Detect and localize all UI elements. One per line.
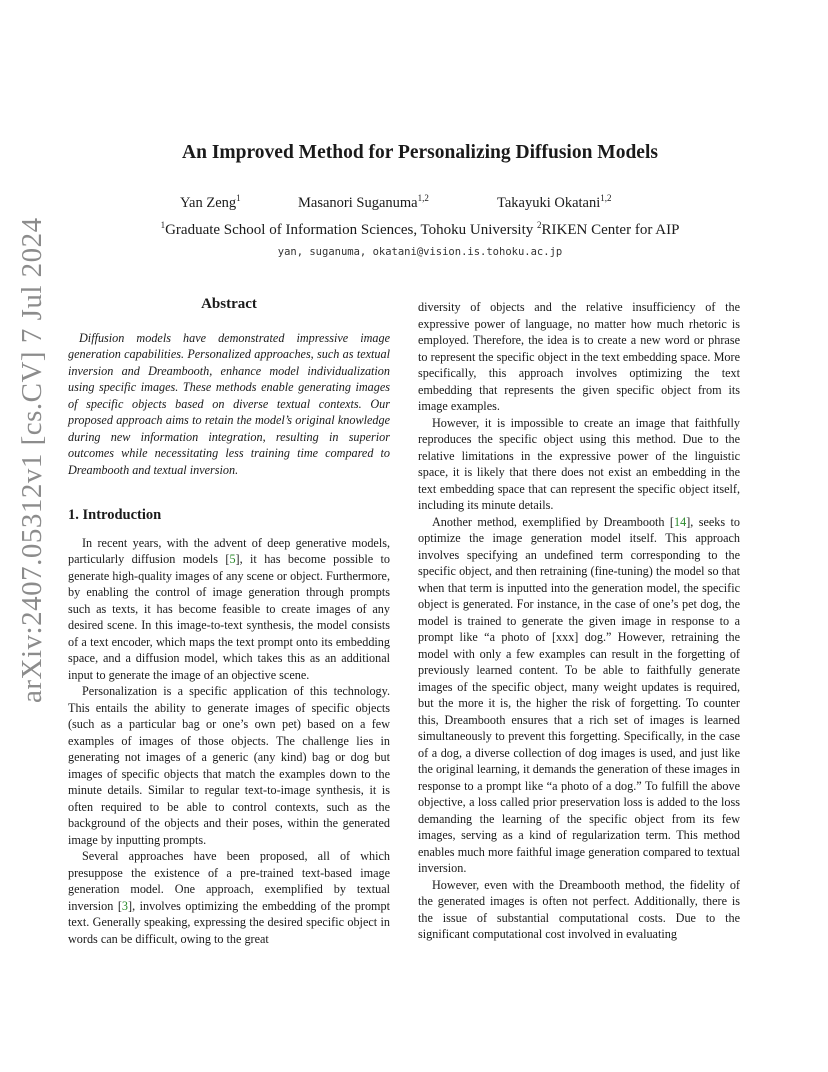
author-1 — [180, 195, 241, 212]
affil-mark-2: 2 — [537, 220, 542, 230]
paragraph-text: ], seeks to optimize the image generation model itself. This approach involves specifying an undefined term corresponding to the specific object, and then retraining (fine-tuning) the model so that when that term is inputted into the generation model, the specific object is generated. For instance, in the case of one’s pet dog, the model is trained to generate the given image in response to a prompt like “a photo of [xxx] dog.” However, retraining the model with only a few examples can result in the forgetting of previously learned content. To be able to faithfully generate images of the specific object, many weight updates is required, but the more it is, the higher the risk of forgetting. To counter this, Dreambooth ensures that a rich set of images is learned simultaneously to prevent this forgetting. Specifically, in the case of a dog, a diverse collection of dog images is used, and just like the original learning, it demands the generation of these images in response to a prompt like “a photo of a dog.” To fulfill the above objective, a loss called prior preservation loss is added to the loss demanding the learning of the specific object from its few images, serving as a kind of regularization term. This method enables much more faithful image generation compared to textual inversion. — [418, 514, 741, 875]
affiliation-1: Graduate School of Information Sciences, Tohoku University — [165, 222, 538, 238]
intro-paragraph-6: However, even with the Dreambooth method, the fidelity of the generated images is often not perfect. Additionally, there is the issue of substantial computational costs. Due to the significant computational cost involved in evaluating — [418, 877, 740, 941]
abstract-heading: Abstract — [201, 296, 257, 312]
section-heading-introduction: 1. Introduction — [68, 507, 162, 523]
author-3 — [497, 195, 612, 212]
paper-title: An Improved Method for Personalizing Diffusion Models — [182, 142, 658, 163]
intro-paragraph-3-continued: diversity of objects and the relative insufficiency of the expressive power of language, no matter how much rhetoric is employed. Therefore, the idea is to create a new word or phrase to represent the specific object in the text embedding space. More specifically, this approach involves optimizing the text embedding that represents the given specific object from its image examples. — [418, 300, 740, 413]
author-list — [0, 195, 828, 215]
citation-link[interactable]: 14 — [674, 514, 687, 529]
intro-paragraph-1 — [68, 535, 390, 684]
author-name: Yan Zeng — [180, 195, 237, 211]
arxiv-watermark-text: arXiv:2407.05312v1 [cs.CV] 7 Jul 2024 — [16, 217, 48, 703]
intro-paragraph-3 — [68, 848, 390, 947]
author-2 — [298, 195, 429, 212]
citation-link[interactable]: 3 — [121, 898, 129, 913]
arxiv-watermark — [14, 217, 48, 703]
affil-mark-1: 1 — [160, 220, 166, 230]
author-affil-mark: 1,2 — [600, 193, 612, 204]
paragraph-text: In recent years, with the advent of deep generative models, particularly diffusion models [ — [68, 535, 390, 566]
intro-paragraph-5 — [418, 514, 740, 877]
author-affil-mark: 1,2 — [417, 193, 429, 204]
paragraph-text: Another method, exemplified by Dreambooth [ — [432, 514, 674, 529]
paragraph-text: ], involves optimizing the embedding of the prompt text. Generally speaking, expressing the desired specific object in words can be difficult, owing to the great — [68, 898, 390, 946]
affiliations — [100, 222, 740, 239]
left-column — [68, 296, 390, 947]
right-column — [418, 299, 740, 943]
citation-link[interactable]: 5 — [229, 552, 236, 566]
abstract-text: Diffusion models have demonstrated impressive image generation capabilities. Personalized approaches, such as textual inversion and Dreambooth, enhance model individualization using specific images. These methods enable generating images of specific objects based on diverse textual contexts. Our proposed approach aims to retain the model’s original knowledge during new information integration, resulting in superior outcomes while necessitating less training time compared to Dreambooth and textual inversion. — [68, 330, 390, 477]
affiliation-2: RIKEN Center for AIP — [541, 222, 680, 238]
author-name: Takayuki Okatani — [497, 195, 601, 211]
paragraph-text: ], it has become possible to generate high-quality images of any scene or object. Furthermore, by enabling the control of image generation through prompts such as texts, it has become feasible to create images of any desired scene. In this image-to-text synthesis, the model consists of a text encoder, which maps the text prompt onto its embedding space, and a diffusion model, which takes this as an additional input to generate the image of an objective scene. — [68, 552, 390, 682]
author-affil-mark: 1 — [236, 193, 241, 204]
intro-paragraph-4: However, it is impossible to create an image that faithfully reproduces the specific object using this method. Due to the relative limitations in the expressive power of the linguistic space, it is likely that there does not exist an embedding in the text embedding space that can represent the specific object itself, including its minute details. — [418, 415, 740, 512]
paragraph-text: Several approaches have been proposed, all of which presuppose the existence of a pre-trained text-based image generation model. One approach, exemplified by textual inversion [ — [68, 849, 390, 913]
author-name: Masanori Suganuma — [298, 195, 418, 211]
intro-paragraph-2: Personalization is a specific application of this technology. This entails the ability to generate images of specific objects (such as a particular bag or one’s own pet) based on a few examples of images of those objects. The challenge lies in generating not images of a generic (any kind) bag or dog but images of specific objects that match the examples down to the minute details. Similar to regular text-to-image synthesis, it is often required to be able to control contexts, such as the background of the objects and their poses, within the generated image by inputting prompts. — [68, 684, 390, 847]
author-emails: yan, suganuma, okatani@vision.is.tohoku.ac.jp — [277, 246, 563, 258]
